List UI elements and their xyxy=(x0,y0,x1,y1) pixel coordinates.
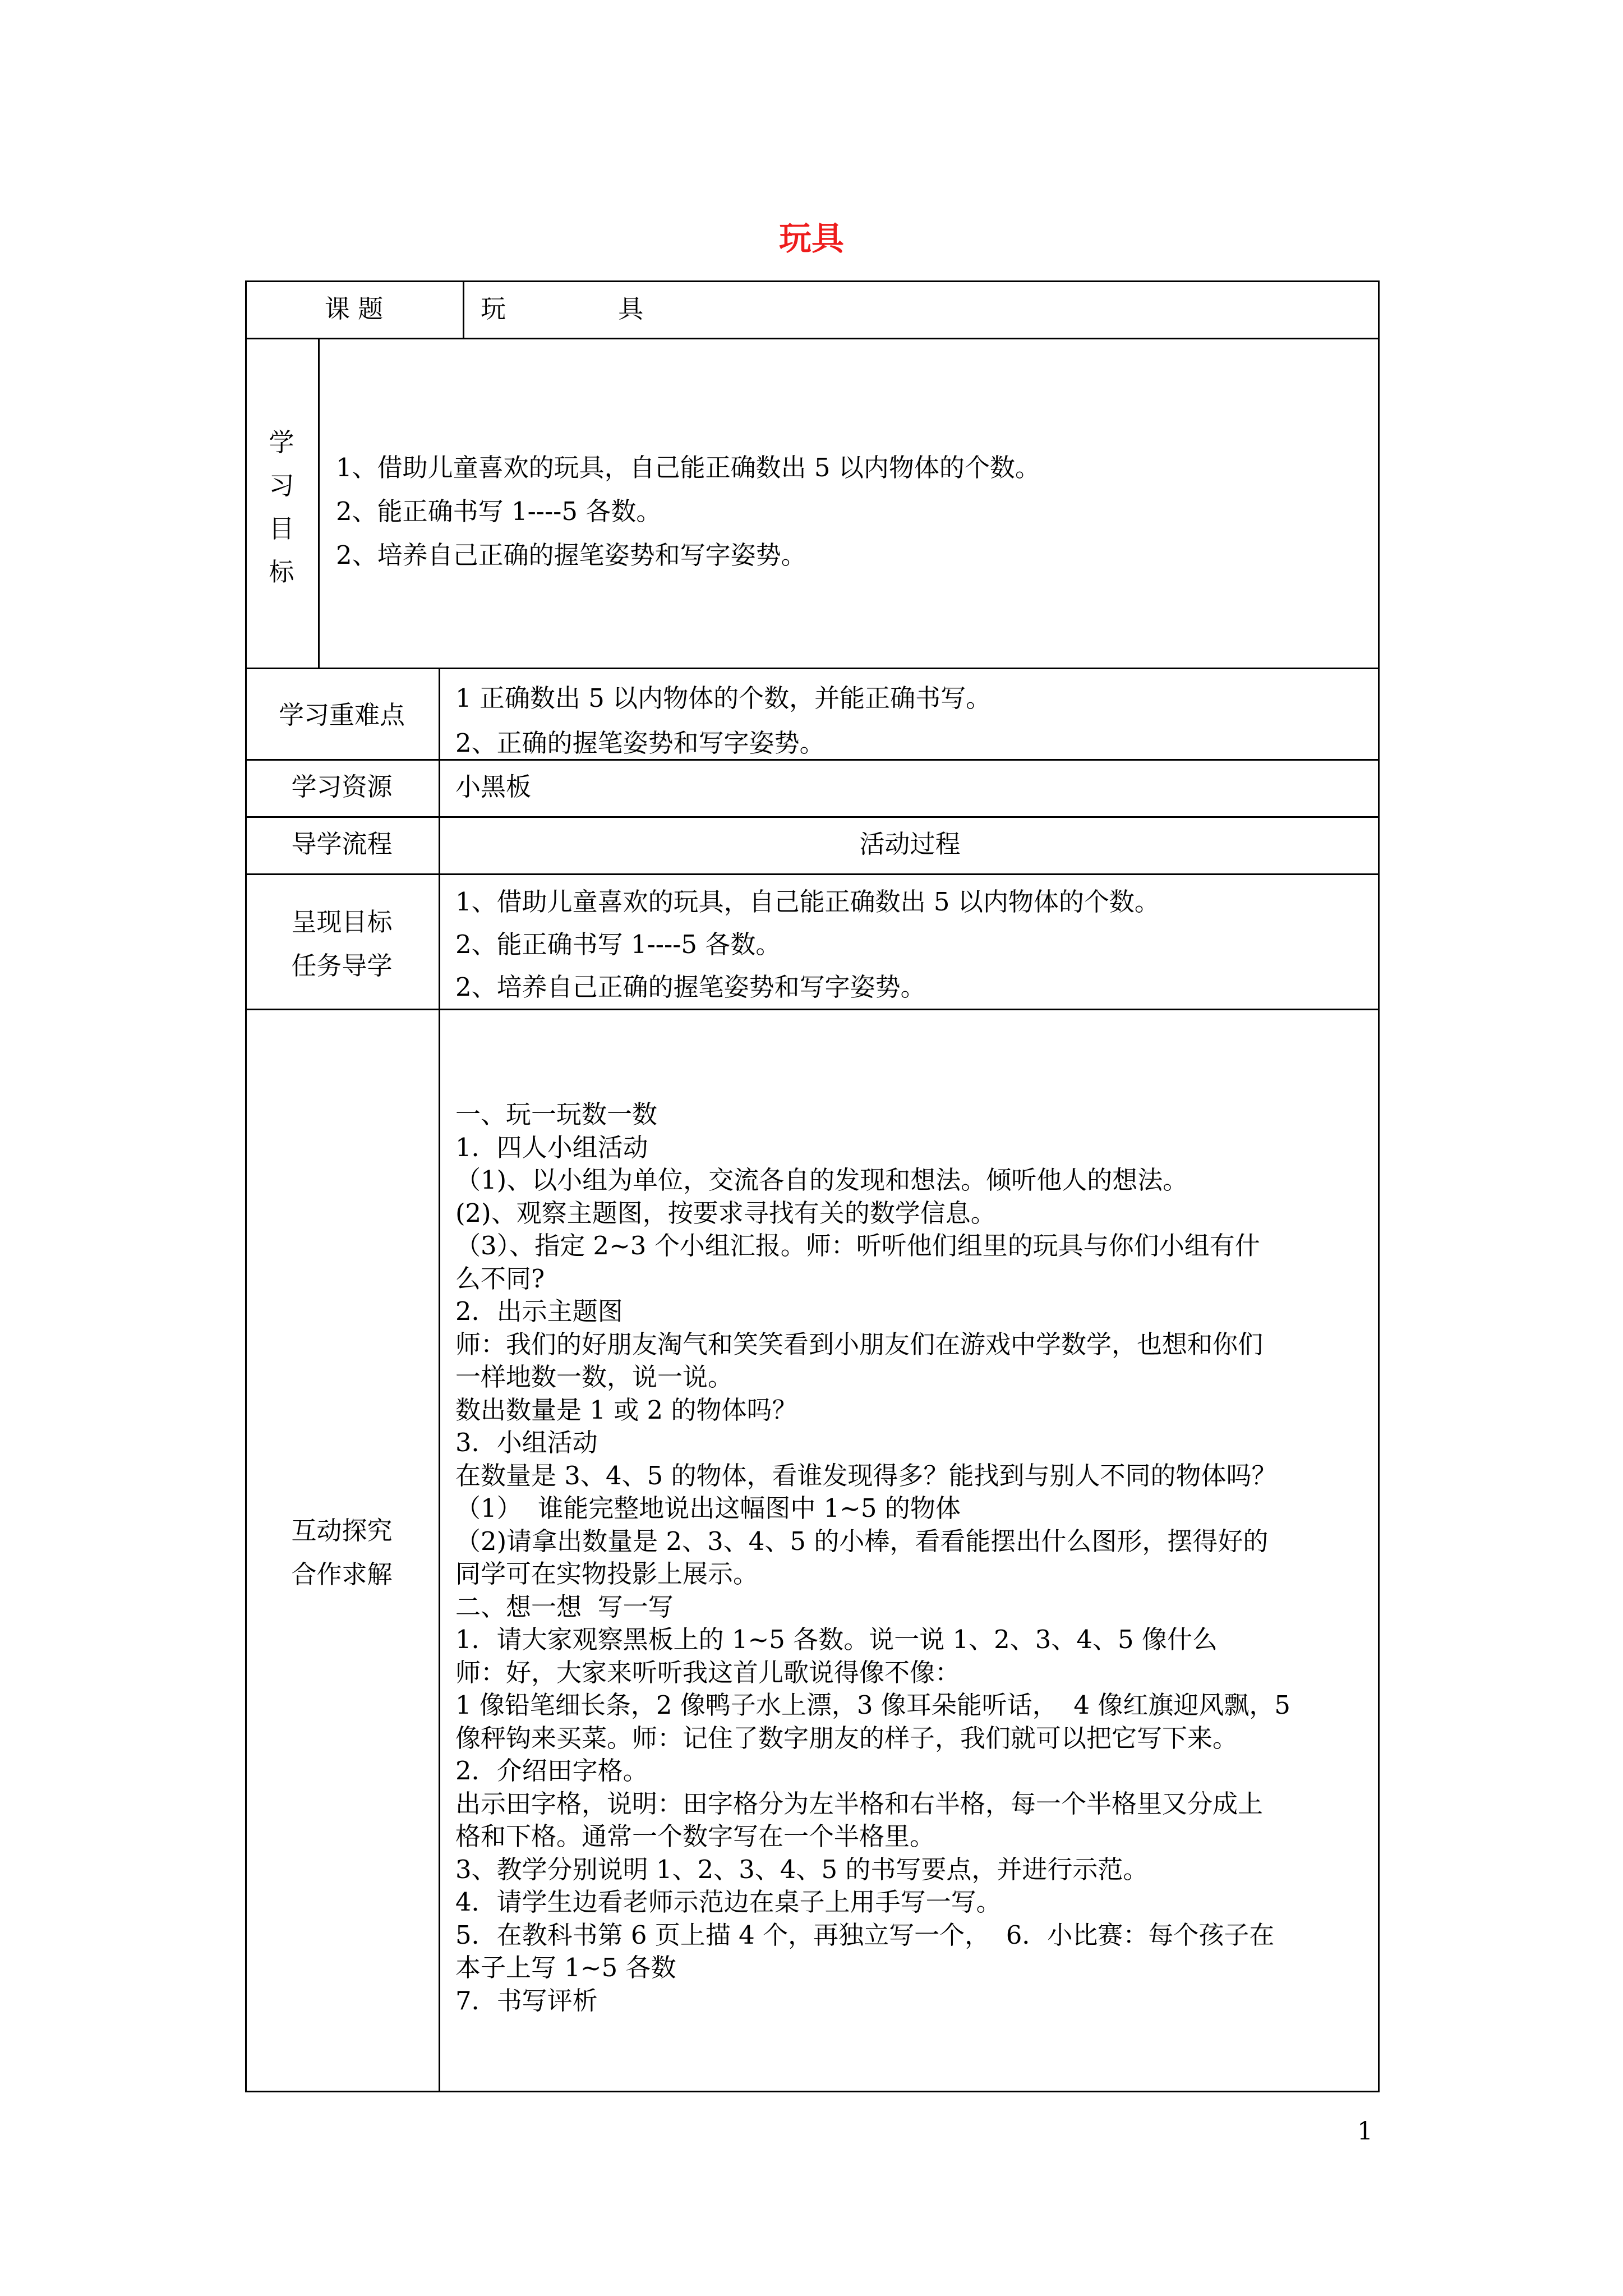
content-line: 一样地数一数，说一说。 xyxy=(455,1362,734,1392)
content-line: 2．出示主题图 xyxy=(455,1296,623,1326)
present-goal-item: 1、借助儿童喜欢的玩具，自己能正确数出 5 以内物体的个数。 xyxy=(455,887,1160,917)
content-line: 2．介绍田字格。 xyxy=(455,1756,648,1786)
content-line: 二、想一想 写一写 xyxy=(455,1591,674,1622)
topic-value: 玩 具 xyxy=(481,294,644,324)
content-line: (2)、观察主题图，按要求寻找有关的数学信息。 xyxy=(455,1198,996,1228)
objective-item: 2、能正确书写 1----5 各数。 xyxy=(336,496,662,526)
flow-label: 导学流程 xyxy=(291,829,393,859)
row-divider xyxy=(245,338,1380,339)
content-line: 在数量是 3、4、5 的物体，看谁发现得多？能找到与别人不同的物体吗？ xyxy=(455,1460,1277,1490)
content-line: （1)、以小组为单位，交流各自的发现和想法。倾听他人的想法。 xyxy=(455,1165,1188,1195)
page-number: 1 xyxy=(1357,2117,1373,2146)
objectives-label-char: 学 xyxy=(269,427,294,457)
content-line: 本子上写 1~5 各数 xyxy=(455,1953,676,1982)
lesson-plan-table xyxy=(245,280,1380,2092)
content-line: 同学可在实物投影上展示。 xyxy=(455,1559,759,1589)
key-points-label: 学习重难点 xyxy=(278,700,405,730)
present-goals-label-line: 呈现目标 xyxy=(291,907,393,937)
interactive-label xyxy=(245,1509,439,1596)
present-goals-label-line: 任务导学 xyxy=(291,951,393,981)
topic-label: 课 题 xyxy=(324,294,384,324)
content-line: 出示田字格，说明：田字格分为左半格和右半格，每一个半格里又分成上 xyxy=(455,1788,1264,1819)
content-line: 师：好，大家来听听我这首儿歌说得像不像： xyxy=(455,1657,961,1687)
content-line: 4．请学生边看老师示范边在桌子上用手写一写。 xyxy=(455,1887,1002,1917)
activity-process-header: 活动过程 xyxy=(859,829,961,859)
column-divider xyxy=(318,338,320,668)
objectives-list xyxy=(336,446,1368,577)
objectives-label-char: 标 xyxy=(269,557,294,587)
resources-label: 学习资源 xyxy=(291,772,393,802)
row-divider xyxy=(245,668,1380,669)
present-goals-label xyxy=(245,900,439,988)
content-line: 3、教学分别说明 1、2、3、4、5 的书写要点，并进行示范。 xyxy=(455,1854,1149,1884)
present-goal-item: 2、能正确书写 1----5 各数。 xyxy=(455,930,781,959)
key-point-item: 2、正确的握笔姿势和写字姿势。 xyxy=(455,728,825,758)
interactive-label-line: 合作求解 xyxy=(291,1559,393,1589)
row-divider xyxy=(245,1009,1380,1010)
content-line: 7．书写评析 xyxy=(455,1985,598,2016)
objective-item: 2、培养自己正确的握笔姿势和写字姿势。 xyxy=(336,540,806,570)
content-line: 1 像铅笔细长条，2 像鸭子水上漂，3 像耳朵能听话， 4 像红旗迎风飘，5 xyxy=(455,1690,1290,1720)
content-line: 一、玩一玩数一数 xyxy=(455,1099,658,1129)
content-line: 像秤钩来买菜。师：记住了数字朋友的样子，我们就可以把它写下来。 xyxy=(455,1723,1238,1753)
interactive-content xyxy=(455,1098,1370,2017)
content-line: 么不同? xyxy=(455,1263,545,1294)
key-points-list xyxy=(455,676,1364,766)
interactive-label-line: 互动探究 xyxy=(291,1516,393,1545)
content-line: （2)请拿出数量是 2、3、4、5 的小棒，看看能摆出什么图形，摆得好的 xyxy=(455,1526,1269,1556)
content-line: 数出数量是 1 或 2 的物体吗？ xyxy=(455,1395,797,1425)
objective-item: 1、借助儿童喜欢的玩具，自己能正确数出 5 以内物体的个数。 xyxy=(336,453,1040,482)
row-divider xyxy=(245,816,1380,818)
present-goal-item: 2、培养自己正确的握笔姿势和写字姿势。 xyxy=(455,972,926,1002)
column-divider xyxy=(439,668,440,2092)
content-line: 师：我们的好朋友淘气和笑笑看到小朋友们在游戏中学数学，也想和你们 xyxy=(455,1329,1264,1359)
content-line: 3．小组活动 xyxy=(455,1428,598,1457)
objectives-label-char: 习 xyxy=(269,471,294,500)
objectives-label-char: 目 xyxy=(269,514,294,544)
content-line: 1．请大家观察黑板上的 1~5 各数。说一说 1、2、3、4、5 像什么 xyxy=(455,1625,1218,1654)
row-divider xyxy=(245,873,1380,875)
key-point-item: 1 正确数出 5 以内物体的个数，并能正确书写。 xyxy=(455,683,992,713)
content-line: 5．在教科书第 6 页上描 4 个，再独立写一个， 6．小比赛：每个孩子在 xyxy=(455,1920,1275,1950)
content-line: （3）、指定 2~3 个小组汇报。师：听听他们组里的玩具与你们小组有什 xyxy=(455,1231,1260,1260)
column-divider xyxy=(463,280,464,338)
present-goals-list xyxy=(455,881,1370,1009)
objectives-label xyxy=(245,421,318,593)
resources-value: 小黑板 xyxy=(455,772,532,802)
content-line: 格和下格。通常一个数字写在一个半格里。 xyxy=(455,1821,935,1851)
page-title: 玩具 xyxy=(778,219,844,257)
content-line: （1） 谁能完整地说出这幅图中 1~5 的物体 xyxy=(455,1493,961,1523)
content-line: 1．四人小组活动 xyxy=(455,1132,648,1162)
